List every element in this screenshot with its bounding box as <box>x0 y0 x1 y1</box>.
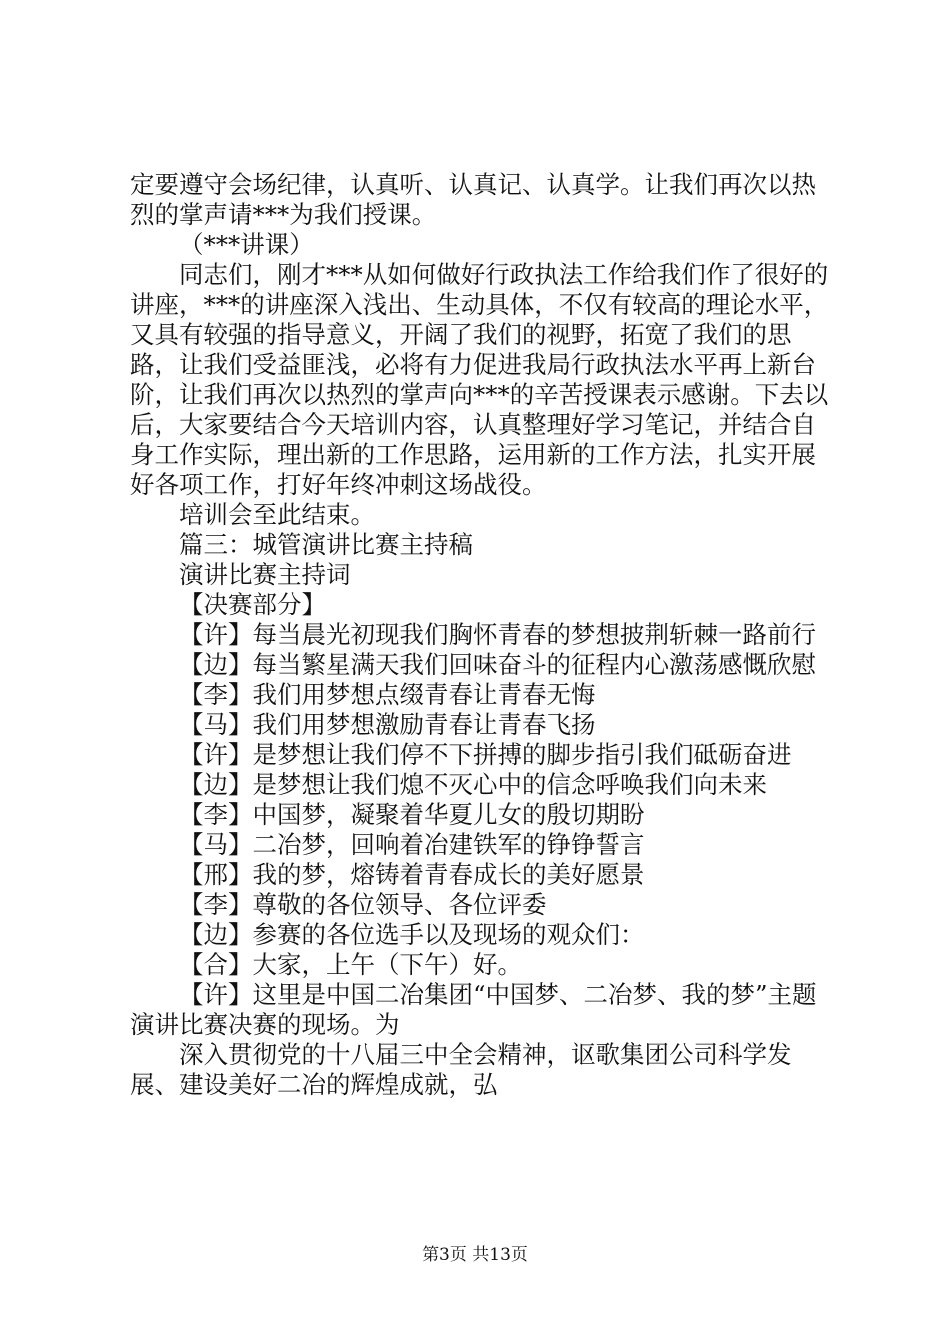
paragraph-last: 深入贯彻党的十八届三中全会精神，讴歌集团公司科学发展、建设美好二冶的辉煌成就，弘 <box>130 1040 792 1099</box>
document-body <box>130 170 830 1100</box>
script-line: 【边】每当繁星满天我们回味奋斗的征程内心激荡感慨欣慰 <box>179 650 816 679</box>
script-line: 【许】是梦想让我们停不下拼搏的脚步指引我们砥砺奋进 <box>179 740 792 769</box>
paragraph-1: 定要遵守会场纪律，认真听、认真记、认真学。让我们再次以热烈的掌声请***为我们授课。 <box>130 170 816 229</box>
paragraph-2: （***讲课） <box>179 230 314 259</box>
section-heading: 篇三：城管演讲比赛主持稿 <box>179 530 473 559</box>
script-line: 【邢】我的梦，熔铸着青春成长的美好愿景 <box>179 860 645 889</box>
script-line: 【李】中国梦，凝聚着华夏儿女的殷切期盼 <box>179 800 645 829</box>
script-line: 【李】尊敬的各位领导、各位评委 <box>179 890 547 919</box>
script-line: 【边】是梦想让我们熄不灭心中的信念呼唤我们向未来 <box>179 770 767 799</box>
script-line: 【边】参赛的各位选手以及现场的观众们： <box>179 920 645 949</box>
section-subtitle: 演讲比赛主持词 <box>179 560 351 589</box>
script-line: 【许】这里是中国二冶集团“中国梦、二冶梦、我的梦”主题演讲比赛决赛的现场。为 <box>130 980 817 1039</box>
paragraph-3: 同志们，刚才***从如何做好行政执法工作给我们作了很好的讲座，***的讲座深入浅出、生动具体，不仅有较高的理论水平，又具有较强的指导意义，开阔了我们的视野，拓宽了我们的思路，让我们受益匪浅，必将有力促进我局行政执法水平再上新台阶，让我们再次以热烈的掌声向***的辛苦授课表示感谢。下去以后，大家要结合今天培训内容，认真整理好学习笔记，并结合自身工作实际，理出新的工作思路，运用新的工作方法，扎实开展好各项工作，打好年终冲刺这场战役。 <box>130 260 829 499</box>
script-line: 【马】我们用梦想激励青春让青春飞扬 <box>179 710 596 739</box>
script-line: 【马】二冶梦，回响着冶建铁军的铮铮誓言 <box>179 830 645 859</box>
page-number-footer: 第3页 共13页 <box>422 1245 528 1265</box>
part-label: 【决赛部分】 <box>179 590 326 619</box>
script-line: 【李】我们用梦想点缀青春让青春无悔 <box>179 680 596 709</box>
script-line: 【合】大家，上午（下午）好。 <box>179 950 522 979</box>
paragraph-4: 培训会至此结束。 <box>179 500 375 529</box>
script-line: 【许】每当晨光初现我们胸怀青春的梦想披荆斩棘一路前行 <box>179 620 816 649</box>
